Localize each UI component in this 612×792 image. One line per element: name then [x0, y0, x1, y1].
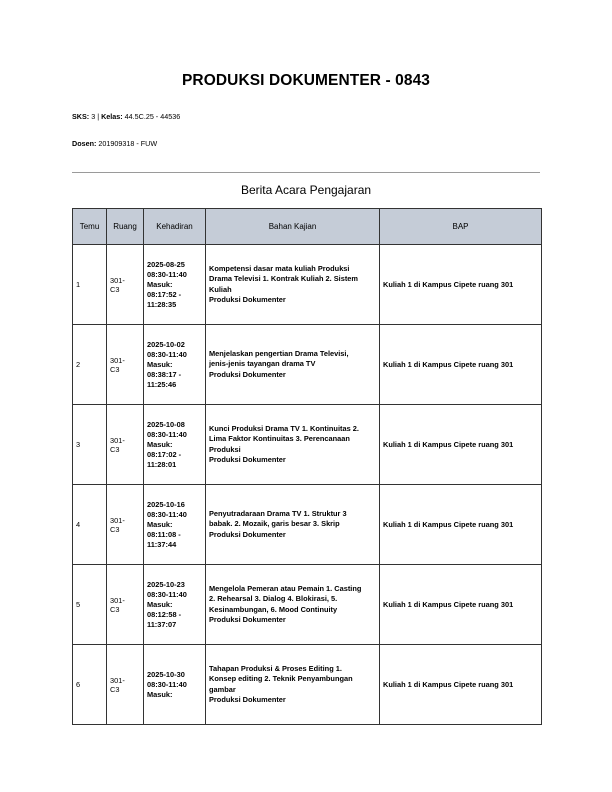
kehadiran-line: Masuk:	[147, 439, 173, 449]
column-header-ruang: Ruang	[107, 209, 144, 245]
bahan-line: Produksi Dokumenter	[209, 615, 286, 624]
column-header-temu: Temu	[73, 209, 107, 245]
bahan-line: Penyutradaraan Drama TV 1. Struktur 3	[209, 508, 347, 518]
cell-bap: Kuliah 1 di Kampus Cipete ruang 301	[380, 245, 542, 325]
table-row	[73, 485, 542, 565]
cell-bap: Kuliah 1 di Kampus Cipete ruang 301	[380, 645, 542, 725]
bahan-line: babak. 2. Mozaik, garis besar 3. Skrip	[209, 519, 340, 529]
dosen-value: 201909318 - FUW	[98, 139, 158, 148]
kehadiran-line: 08:30-11:40	[147, 269, 187, 279]
cell-temu: 4	[73, 485, 107, 565]
cell-ruang	[107, 645, 144, 725]
bahan-line: jenis-jenis tayangan drama TV	[209, 359, 316, 369]
cell-temu: 1	[73, 245, 107, 325]
kehadiran-line: 2025-10-30	[147, 669, 185, 679]
kehadiran-line: Masuk:	[147, 359, 173, 369]
divider	[72, 172, 540, 173]
kehadiran-line: Masuk:	[147, 689, 173, 699]
kehadiran-line: 2025-10-16	[147, 499, 185, 509]
table-row	[73, 245, 542, 325]
kehadiran-line: 11:37:07	[147, 619, 177, 629]
cell-kehadiran	[144, 405, 206, 485]
kehadiran-line: 2025-10-08	[147, 419, 185, 429]
cell-bahan-kajian	[206, 325, 380, 405]
cell-temu: 2	[73, 325, 107, 405]
kehadiran-line: 08:17:52 -	[147, 289, 182, 299]
ruang-line: 301-	[110, 355, 125, 365]
column-header-bap: BAP	[380, 209, 542, 245]
cell-ruang	[107, 485, 144, 565]
column-header-kehadiran: Kehadiran	[144, 209, 206, 245]
kehadiran-line: Masuk:	[147, 599, 173, 609]
bahan-line: Kuliah	[209, 284, 232, 294]
cell-bahan-kajian	[206, 565, 380, 645]
table-header-row	[73, 209, 542, 245]
cell-bap: Kuliah 1 di Kampus Cipete ruang 301	[380, 325, 542, 405]
cell-ruang	[107, 405, 144, 485]
kehadiran-line: 2025-08-25	[147, 259, 185, 269]
kehadiran-line: 2025-10-23	[147, 579, 185, 589]
table-row	[73, 565, 542, 645]
ruang-line: C3	[110, 284, 120, 294]
bahan-line: Produksi Dokumenter	[209, 369, 286, 379]
cell-kehadiran	[144, 485, 206, 565]
kehadiran-line: 08:30-11:40	[147, 679, 187, 689]
ruang-line: C3	[110, 444, 120, 454]
cell-bap: Kuliah 1 di Kampus Cipete ruang 301	[380, 405, 542, 485]
bahan-line: Kunci Produksi Drama TV 1. Kontinuitas 2.	[209, 423, 359, 433]
kehadiran-line: Masuk:	[147, 519, 173, 529]
bahan-line: Konsep editing 2. Teknik Penyambungan	[209, 674, 353, 683]
bahan-line: Produksi Dokumenter	[209, 695, 286, 704]
class-info	[72, 112, 180, 121]
cell-bahan-kajian	[206, 645, 380, 725]
cell-temu: 5	[73, 565, 107, 645]
bahan-line: Lima Faktor Kontinuitas 3. Perencanaan	[209, 434, 350, 443]
bahan-line: Drama Televisi 1. Kontrak Kuliah 2. Sistem	[209, 274, 358, 283]
kelas-value: 44.5C.25 - 44536	[124, 112, 181, 121]
column-header-bahan-kajian: Bahan Kajian	[206, 209, 380, 245]
bahan-line: Produksi Dokumenter	[209, 455, 286, 464]
kelas-label: Kelas:	[101, 112, 123, 121]
cell-ruang	[107, 245, 144, 325]
kehadiran-line: 08:11:08 -	[147, 529, 181, 539]
ruang-line: 301-	[110, 595, 125, 605]
section-title: Berita Acara Pengajaran	[240, 183, 372, 197]
cell-bahan-kajian	[206, 245, 380, 325]
kehadiran-line: 11:37:44	[147, 539, 177, 549]
cell-kehadiran	[144, 245, 206, 325]
separator: |	[97, 112, 100, 121]
cell-ruang	[107, 325, 144, 405]
sks-value: 3	[91, 112, 96, 121]
cell-temu: 6	[73, 645, 107, 725]
cell-kehadiran	[144, 565, 206, 645]
bahan-line: Produksi Dokumenter	[209, 529, 286, 539]
ruang-line: 301-	[110, 515, 125, 525]
kehadiran-line: 08:38:17 -	[147, 369, 182, 379]
cell-ruang	[107, 565, 144, 645]
ruang-line: C3	[110, 684, 120, 694]
bahan-line: Tahapan Produksi & Proses Editing 1.	[209, 663, 342, 673]
kehadiran-line: 08:12:58 -	[147, 609, 182, 619]
cell-bahan-kajian	[206, 485, 380, 565]
table-row	[73, 325, 542, 405]
cell-kehadiran	[144, 325, 206, 405]
bahan-line: Kesinambungan, 6. Mood Continuity	[209, 604, 338, 614]
kehadiran-line: 11:28:01	[147, 459, 177, 469]
ruang-line: 301-	[110, 275, 125, 285]
ruang-line: 301-	[110, 675, 125, 685]
bahan-line: Kompetensi dasar mata kuliah Produksi	[209, 263, 350, 273]
kehadiran-line: 08:30-11:40	[147, 509, 187, 519]
dosen-label: Dosen:	[72, 139, 97, 148]
teaching-report-table	[72, 208, 542, 725]
kehadiran-line: 08:30-11:40	[147, 589, 187, 599]
kehadiran-line: 2025-10-02	[147, 339, 185, 349]
bahan-line: Produksi Dokumenter	[209, 295, 286, 304]
table-row	[73, 405, 542, 485]
kehadiran-line: Masuk:	[147, 279, 173, 289]
cell-kehadiran	[144, 645, 206, 725]
ruang-line: 301-	[110, 435, 125, 445]
kehadiran-line: 08:30-11:40	[147, 349, 187, 359]
page-title: PRODUKSI DOKUMENTER - 0843	[181, 72, 431, 89]
lecturer-info	[72, 139, 157, 148]
bahan-line: gambar	[209, 684, 236, 694]
ruang-line: C3	[110, 364, 120, 374]
cell-bap: Kuliah 1 di Kampus Cipete ruang 301	[380, 565, 542, 645]
bahan-line: 2. Rehearsal 3. Dialog 4. Blokirasi, 5.	[209, 594, 338, 603]
kehadiran-line: 08:17:02 -	[147, 449, 182, 459]
cell-bap: Kuliah 1 di Kampus Cipete ruang 301	[380, 485, 542, 565]
cell-bahan-kajian	[206, 405, 380, 485]
bahan-line: Mengelola Pemeran atau Pemain 1. Casting	[209, 583, 362, 593]
ruang-line: C3	[110, 524, 120, 534]
bahan-line: Menjelaskan pengertian Drama Televisi,	[209, 348, 349, 358]
kehadiran-line: 08:30-11:40	[147, 429, 187, 439]
table-row	[73, 645, 542, 725]
kehadiran-line: 11:28:35	[147, 299, 177, 309]
kehadiran-line: 11:25:46	[147, 379, 177, 389]
cell-temu: 3	[73, 405, 107, 485]
sks-label: SKS:	[72, 112, 90, 121]
bahan-line: Produksi	[209, 444, 241, 454]
ruang-line: C3	[110, 604, 120, 614]
